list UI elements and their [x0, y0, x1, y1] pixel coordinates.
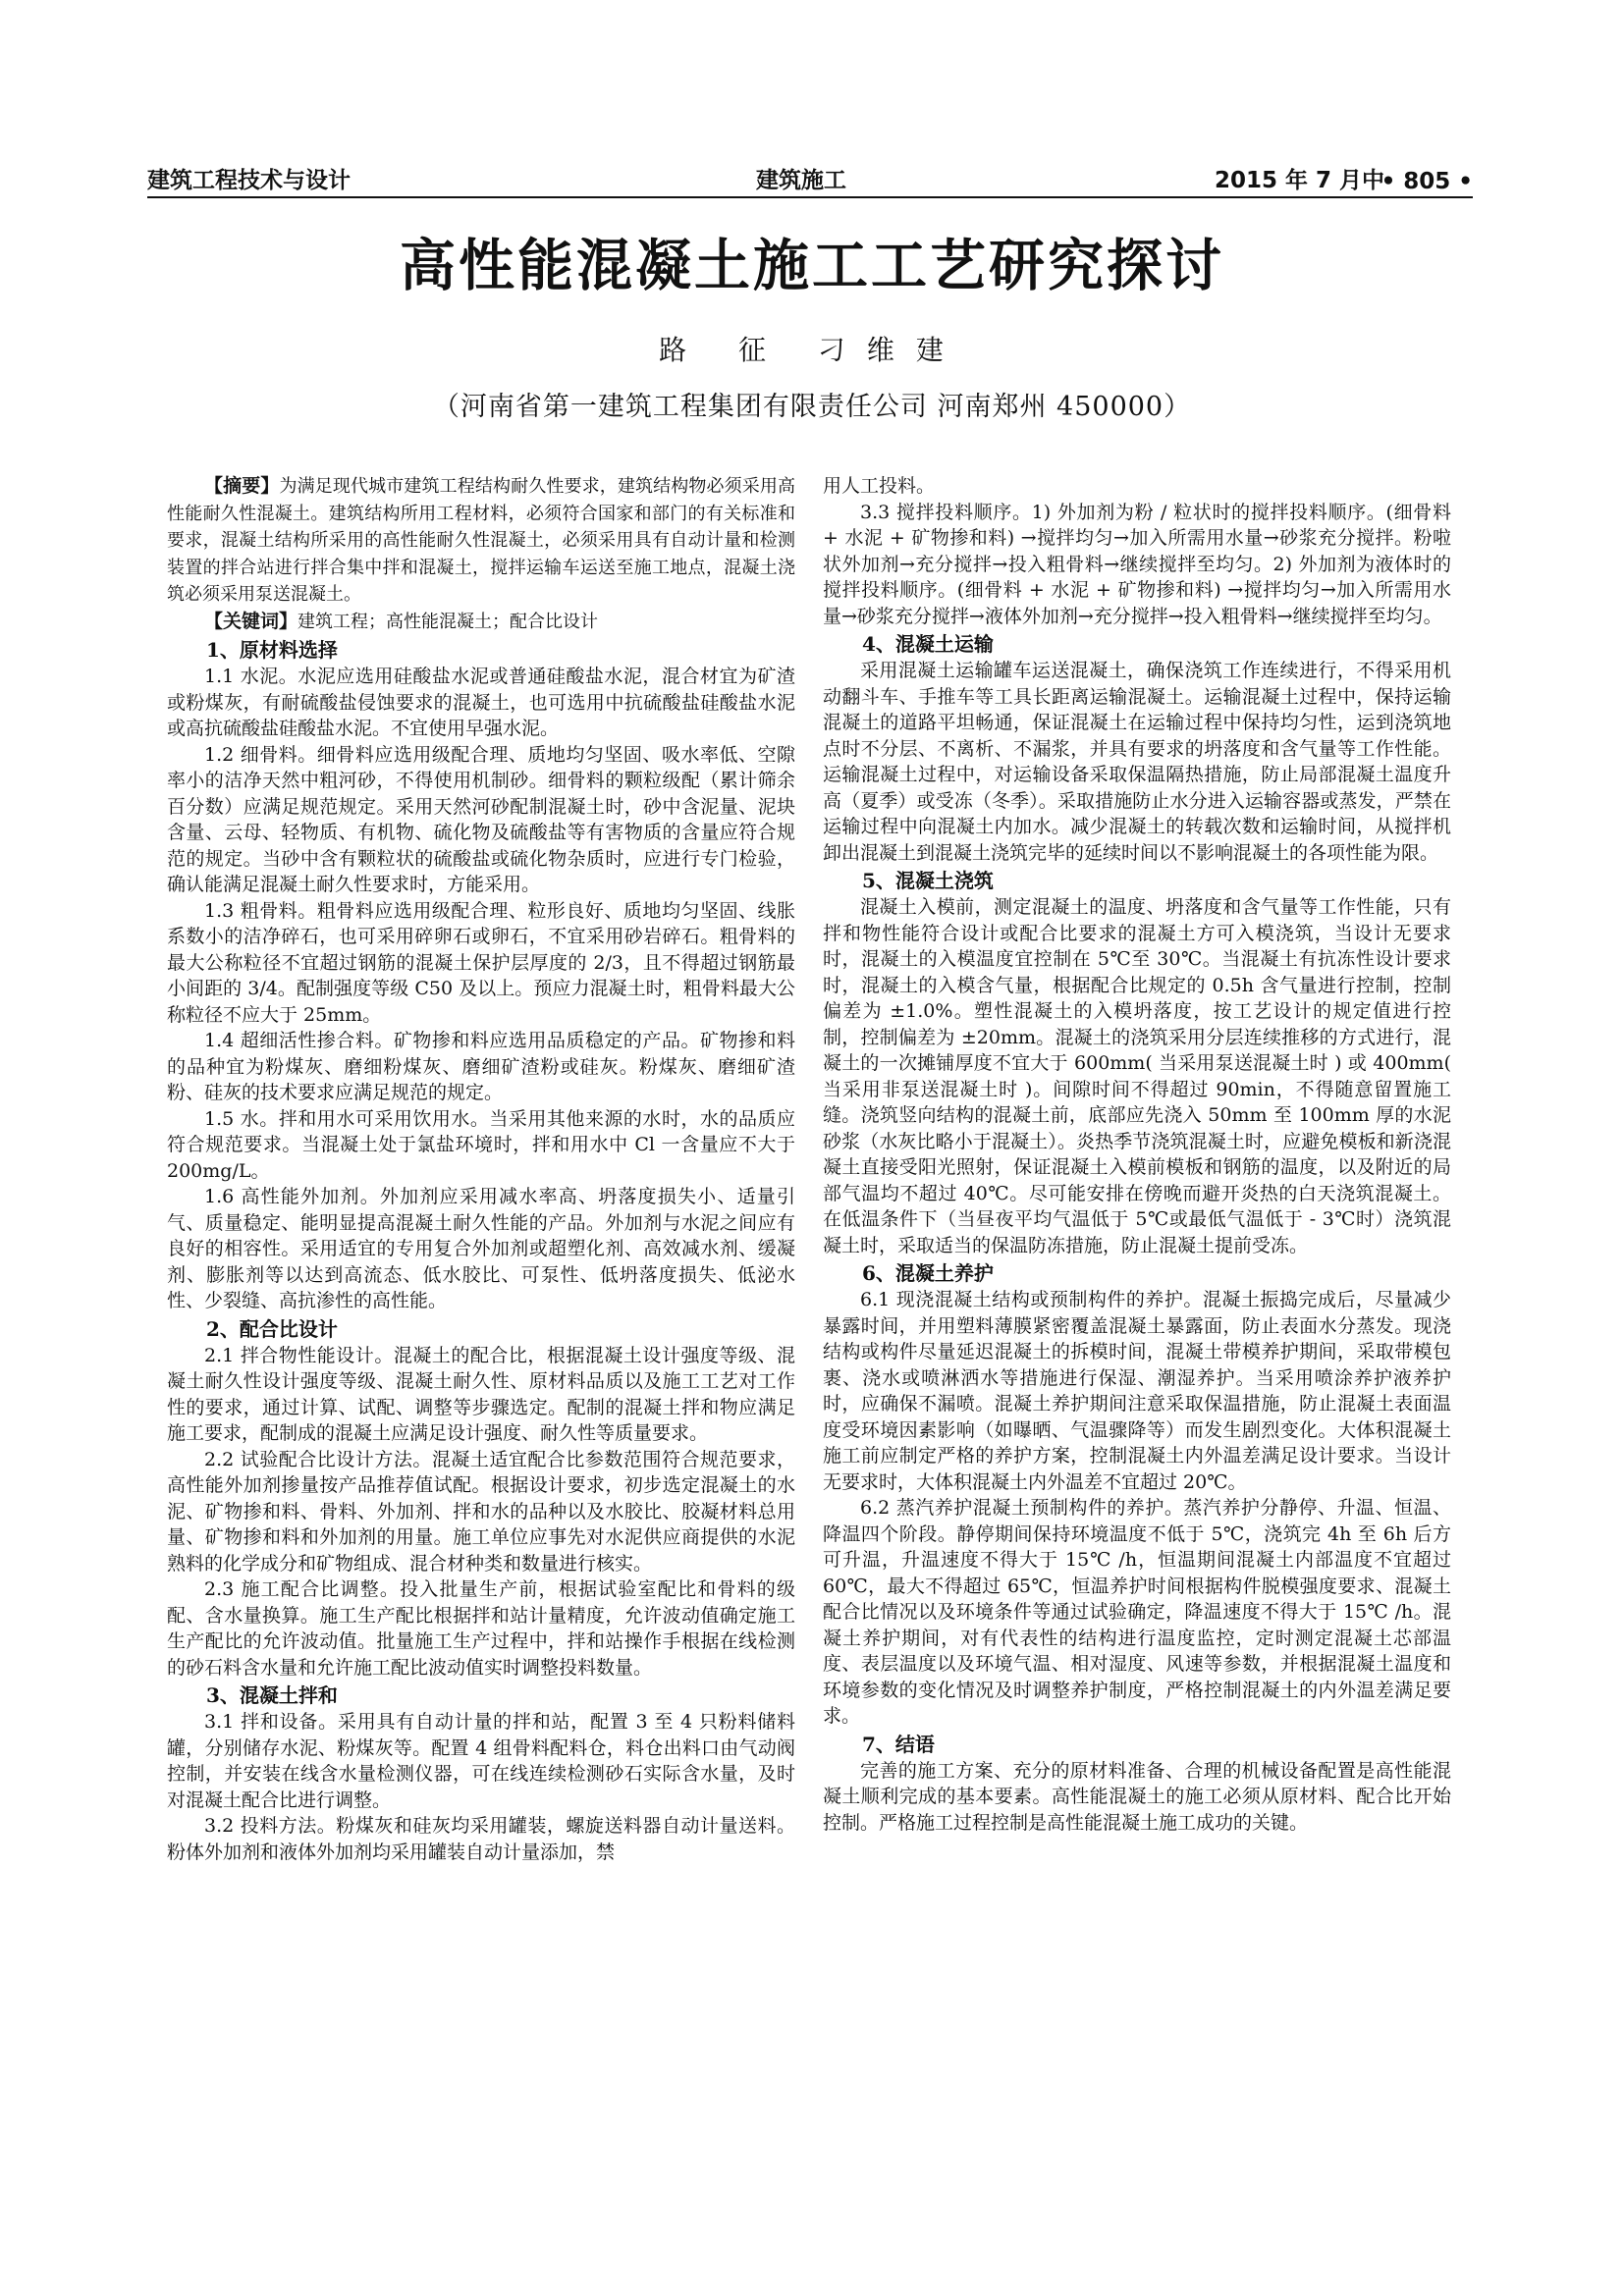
article-title: 高性能混凝土施工工艺研究探讨 — [400, 233, 1224, 298]
section-heading: 4、混凝土运输 — [862, 632, 994, 656]
page-number: • 805 • — [1380, 169, 1473, 194]
paragraph: 2.1 拌合物性能设计。混凝土的配合比，根据混凝土设计强度等级、混凝土耐久性设计强度等级、混凝土耐久性、原材料品质以及施工工艺对工作性的要求，通过计算、试配、调整等步骤选定。配制的混凝土拌和物应满足施工要求，配制成的混凝土应满足设计强度、耐久性等质量要求。 — [167, 1344, 795, 1444]
paragraph: 2.3 施工配合比调整。投入批量生产前，根据试验室配比和骨料的级配、含水量换算。施工生产配比根据拌和站计量精度，允许波动值确定施工生产配比的允许波动值。批量施工生产过程中，拌和站操作手根据在线检测的砂石料含水量和允许施工配比波动值实时调整投料数量。 — [167, 1578, 795, 1679]
paragraph: 完善的施工方案、充分的原材料准备、合理的机械设备配置是高性能混凝土顺利完成的基本要素。高性能混凝土的施工必须从原材料、配合比开始控制。严格施工过程控制是高性能混凝土施工成功的关键。 — [823, 1759, 1451, 1834]
right-body — [823, 473, 1451, 1836]
keywords-text: 建筑工程；高性能混凝土；配合比设计 — [298, 611, 599, 632]
paragraph: 6.1 现浇混凝土结构或预制构件的养护。混凝土振捣完成后，尽量减少暴露时间，并用塑料薄膜紧密覆盖混凝土暴露面，防止表面水分蒸发。现浇结构或构件尽量延迟混凝土的拆模时间，混凝土带模养护期间，采取带模包裹、浇水或喷淋洒水等措施进行保湿、潮湿养护。当采用喷涂养护液养护时，应确保不漏喷。混凝土养护期间注意采取保温措施，防止混凝土表面温度受环境因素影响（如曝晒、气温骤降等）而发生剧烈变化。大体积混凝土施工前应制定严格的养护方案，控制混凝土内外温差满足设计要求。当设计无要求时，大体积混凝土内外温差不宜超过 20℃。 — [823, 1289, 1451, 1493]
paragraph: 用人工投料。 — [823, 475, 936, 497]
authors: 路 征 刁维建 — [659, 334, 965, 366]
paragraph: 混凝土入模前，测定混凝土的温度、坍落度和含气量等工作性能，只有拌和物性能符合设计或配合比要求的混凝土方可入模浇筑，当设计无要求时，混凝土的入模温度宜控制在 5℃至 30℃。当混凝土有抗冻性设计要求时，混凝土的入模含气量，根据配合比规定的 0.5h 含气量进行控制，控制偏差为 ±1.0%。塑性混凝土的入模坍落度，按工艺设计的规定值进行控制，控制偏差为 ±20mm。混凝土的浇筑采用分层连续推移的方式进行，混凝土的一次摊铺厚度不宜大于 600mm( 当采用泵送混凝土时 ) 或 400mm( 当采用非泵送混凝土时 )。间隙时间不得超过 90min，不得随意留置施工缝。浇筑竖向结构的混凝土前，底部应先浇入 50mm 至 100mm 厚的水泥砂浆（水灰比略小于混凝土）。炎热季节浇筑混凝土时，应避免模板和新浇混凝土直接受阳光照射，保证混凝土入模前模板和钢筋的温度，以及附近的局部气温均不超过 40℃。尽可能安排在傍晚而避开炎热的白天浇筑混凝土。在低温条件下（当昼夜平均气温低于 5℃或最低气温低于 - 3℃时）浇筑混凝土时，采取适当的保温防冻措施，防止混凝土提前受冻。 — [823, 896, 1451, 1256]
paragraph: 1.5 水。拌和用水可采用饮用水。当采用其他来源的水时，水的品质应符合规范要求。当混凝土处于氯盐环境时，拌和用水中 Cl 一含量应不大于 200mg/L。 — [167, 1107, 795, 1182]
section-heading: 2、配合比设计 — [206, 1316, 338, 1341]
keywords — [167, 609, 795, 636]
issue-date: 2015 年 7 月中 — [1214, 168, 1384, 193]
left-body — [167, 637, 795, 1865]
section-heading: 1、原材料选择 — [206, 638, 338, 662]
abstract — [167, 473, 795, 609]
paragraph: 1.1 水泥。水泥应选用硅酸盐水泥或普通硅酸盐水泥，混合材宜为矿渣或粉煤灰，有耐硫酸盐侵蚀要求的混凝土，也可选用中抗硫酸盐硅酸盐水泥或高抗硫酸盐硅酸盐水泥。不宜使用早强水泥。 — [167, 666, 795, 739]
paragraph: 3.1 拌和设备。采用具有自动计量的拌和站，配置 3 至 4 只粉料储料罐，分别储存水泥、粉煤灰等。配置 4 组骨料配料仓，料仓出料口由气动阀控制，并安装在线含水量检测仪器，可在线连续检测砂石实际含水量，及时对混凝土配合比进行调整。 — [167, 1711, 795, 1811]
right-column — [823, 473, 1451, 1836]
keywords-label: 【关键词】 — [204, 610, 298, 632]
section-name: 建筑施工 — [756, 168, 846, 193]
section-heading: 7、结语 — [862, 1732, 935, 1756]
paragraph: 1.4 超细活性掺合料。矿物掺和料应选用品质稳定的产品。矿物掺和料的品种宜为粉煤灰、磨细粉煤灰、磨细矿渣粉或硅灰。粉煤灰、磨细矿渣粉、硅灰的技术要求应满足规范的规定。 — [167, 1030, 795, 1103]
abstract-text: 为满足现代城市建筑工程结构耐久性要求，建筑结构物必须采用高性能耐久性混凝土。建筑结构所用工程材料，必须符合国家和部门的有关标准和要求，混凝土结构所采用的高性能耐久性混凝土，必须采用具有自动计量和检测装置的拌合站进行拌合集中拌和混凝土，搅拌运输车运送至施工地点，混凝土浇筑必须采用泵送混凝土。 — [167, 476, 795, 605]
journal-name: 建筑工程技术与设计 — [147, 168, 351, 193]
paragraph: 1.3 粗骨料。粗骨料应选用级配合理、粒形良好、质地均匀坚固、线胀系数小的洁净碎石，也可采用碎卵石或卵石，不宜采用砂岩碎石。粗骨料的最大公称粒径不宜超过钢筋的混凝土保护层厚度的 2/3，且不得超过钢筋最小间距的 3/4。配制强度等级 C50 及以上。预应力混凝土时，粗骨料最大公称粒径不应大于 25mm。 — [167, 899, 795, 1026]
header-rule — [147, 196, 1473, 198]
section-heading: 6、混凝土养护 — [862, 1261, 994, 1285]
paragraph: 6.2 蒸汽养护混凝土预制构件的养护。蒸汽养护分静停、升温、恒温、降温四个阶段。静停期间保持环境温度不低于 5℃，浇筑完 4h 至 6h 后方可升温，升温速度不得大于 15℃ /h，恒温期间混凝土内部温度不宜超过 60℃，最大不得超过 65℃，恒温养护时间根据构件脱模强度要求、混凝土配合比情况以及环境条件等通过试验确定，降温速度不得大于 15℃ /h。混凝土养护期间，对有代表性的结构进行温度监控，定时测定混凝土芯部温度、表层温度以及环境气温、相对湿度、风速等参数，并根据混凝土温度和环境参数的变化情况及时调整养护制度，严格控制混凝土的内外温差满足要求。 — [823, 1497, 1451, 1727]
paragraph: 2.2 试验配合比设计方法。混凝土适宜配合比参数范围符合规范要求，高性能外加剂掺量按产品推荐值试配。根据设计要求，初步选定混凝土的水泥、矿物掺和料、骨料、外加剂、拌和水的品种以及水胶比、胶凝材料总用量、矿物掺和料和外加剂的用量。施工单位应事先对水泥供应商提供的水泥熟料的化学成分和矿物组成、混合材种类和数量进行核实。 — [167, 1448, 795, 1575]
paragraph: 3.2 投料方法。粉煤灰和硅灰均采用罐装，螺旋送料器自动计量送料。粉体外加剂和液体外加剂均采用罐装自动计量添加，禁 — [167, 1815, 795, 1863]
running-header — [147, 157, 1473, 200]
paragraph: 采用混凝土运输罐车运送混凝土，确保浇筑工作连续进行，不得采用机动翻斗车、手推车等工具长距离运输混凝土。运输混凝土过程中，保持运输混凝土的道路平坦畅通，保证混凝土在运输过程中保持均匀性，运到浇筑地点时不分层、不离析、不漏浆，并具有要求的坍落度和含气量等工作性能。运输混凝土过程中，对运输设备采取保温隔热措施，防止局部混凝土温度升高（夏季）或受冻（冬季）。采取措施防止水分进入运输容器或蒸发，严禁在运输过程中向混凝土内加水。减少混凝土的转载次数和运输时间，从搅拌机卸出混凝土到混凝土浇筑完毕的延续时间以不影响混凝土的各项性能为限。 — [823, 660, 1451, 864]
abstract-label: 【摘要】 — [204, 475, 280, 497]
paragraph: 1.6 高性能外加剂。外加剂应采用减水率高、坍落度损失小、适量引气、质量稳定、能明显提高混凝土耐久性能的产品。外加剂与水泥之间应有良好的相容性。采用适宜的专用复合外加剂或超塑化剂、高效减水剂、缓凝剂、膨胀剂等以达到高流态、低水胶比、可泵性、低坍落度损失、低泌水性、少裂缝、高抗渗性的高性能。 — [167, 1186, 795, 1311]
section-heading: 3、混凝土拌和 — [206, 1683, 338, 1707]
section-heading: 5、混凝土浇筑 — [862, 869, 994, 892]
paragraph: 1.2 细骨料。细骨料应选用级配合理、质地均匀坚固、吸水率低、空隙率小的洁净天然中粗河砂，不得使用机制砂。细骨料的颗粒级配（累计筛余百分数）应满足规范规定。采用天然河砂配制混凝土时，砂中含泥量、泥块含量、云母、轻物质、有机物、硫化物及硫酸盐等有害物质的含量应符合规范的规定。当砂中含有颗粒状的硫酸盐或硫化物杂质时，应进行专门检验，确认能满足混凝土耐久性要求时，方能采用。 — [167, 743, 795, 895]
paragraph: 3.3 搅拌投料顺序。1) 外加剂为粉 / 粒状时的搅拌投料顺序。(细骨料 + 水泥 + 矿物掺和料) →搅拌均匀→加入所需用水量→砂浆充分搅拌。粉啦状外加剂→充分搅拌→投入粗骨料→继续搅拌至均匀。2) 外加剂为液体时的搅拌投料顺序。(细骨料 + 水泥 + 矿物掺和料) →搅拌均匀→加入所需用水量→砂浆充分搅拌→液体外加剂→充分搅拌→投入粗骨料→继续搅拌至均匀。 — [823, 501, 1451, 627]
affiliation: （河南省第一建筑工程集团有限责任公司 河南郑州 450000） — [432, 392, 1192, 422]
left-column — [167, 473, 795, 1865]
